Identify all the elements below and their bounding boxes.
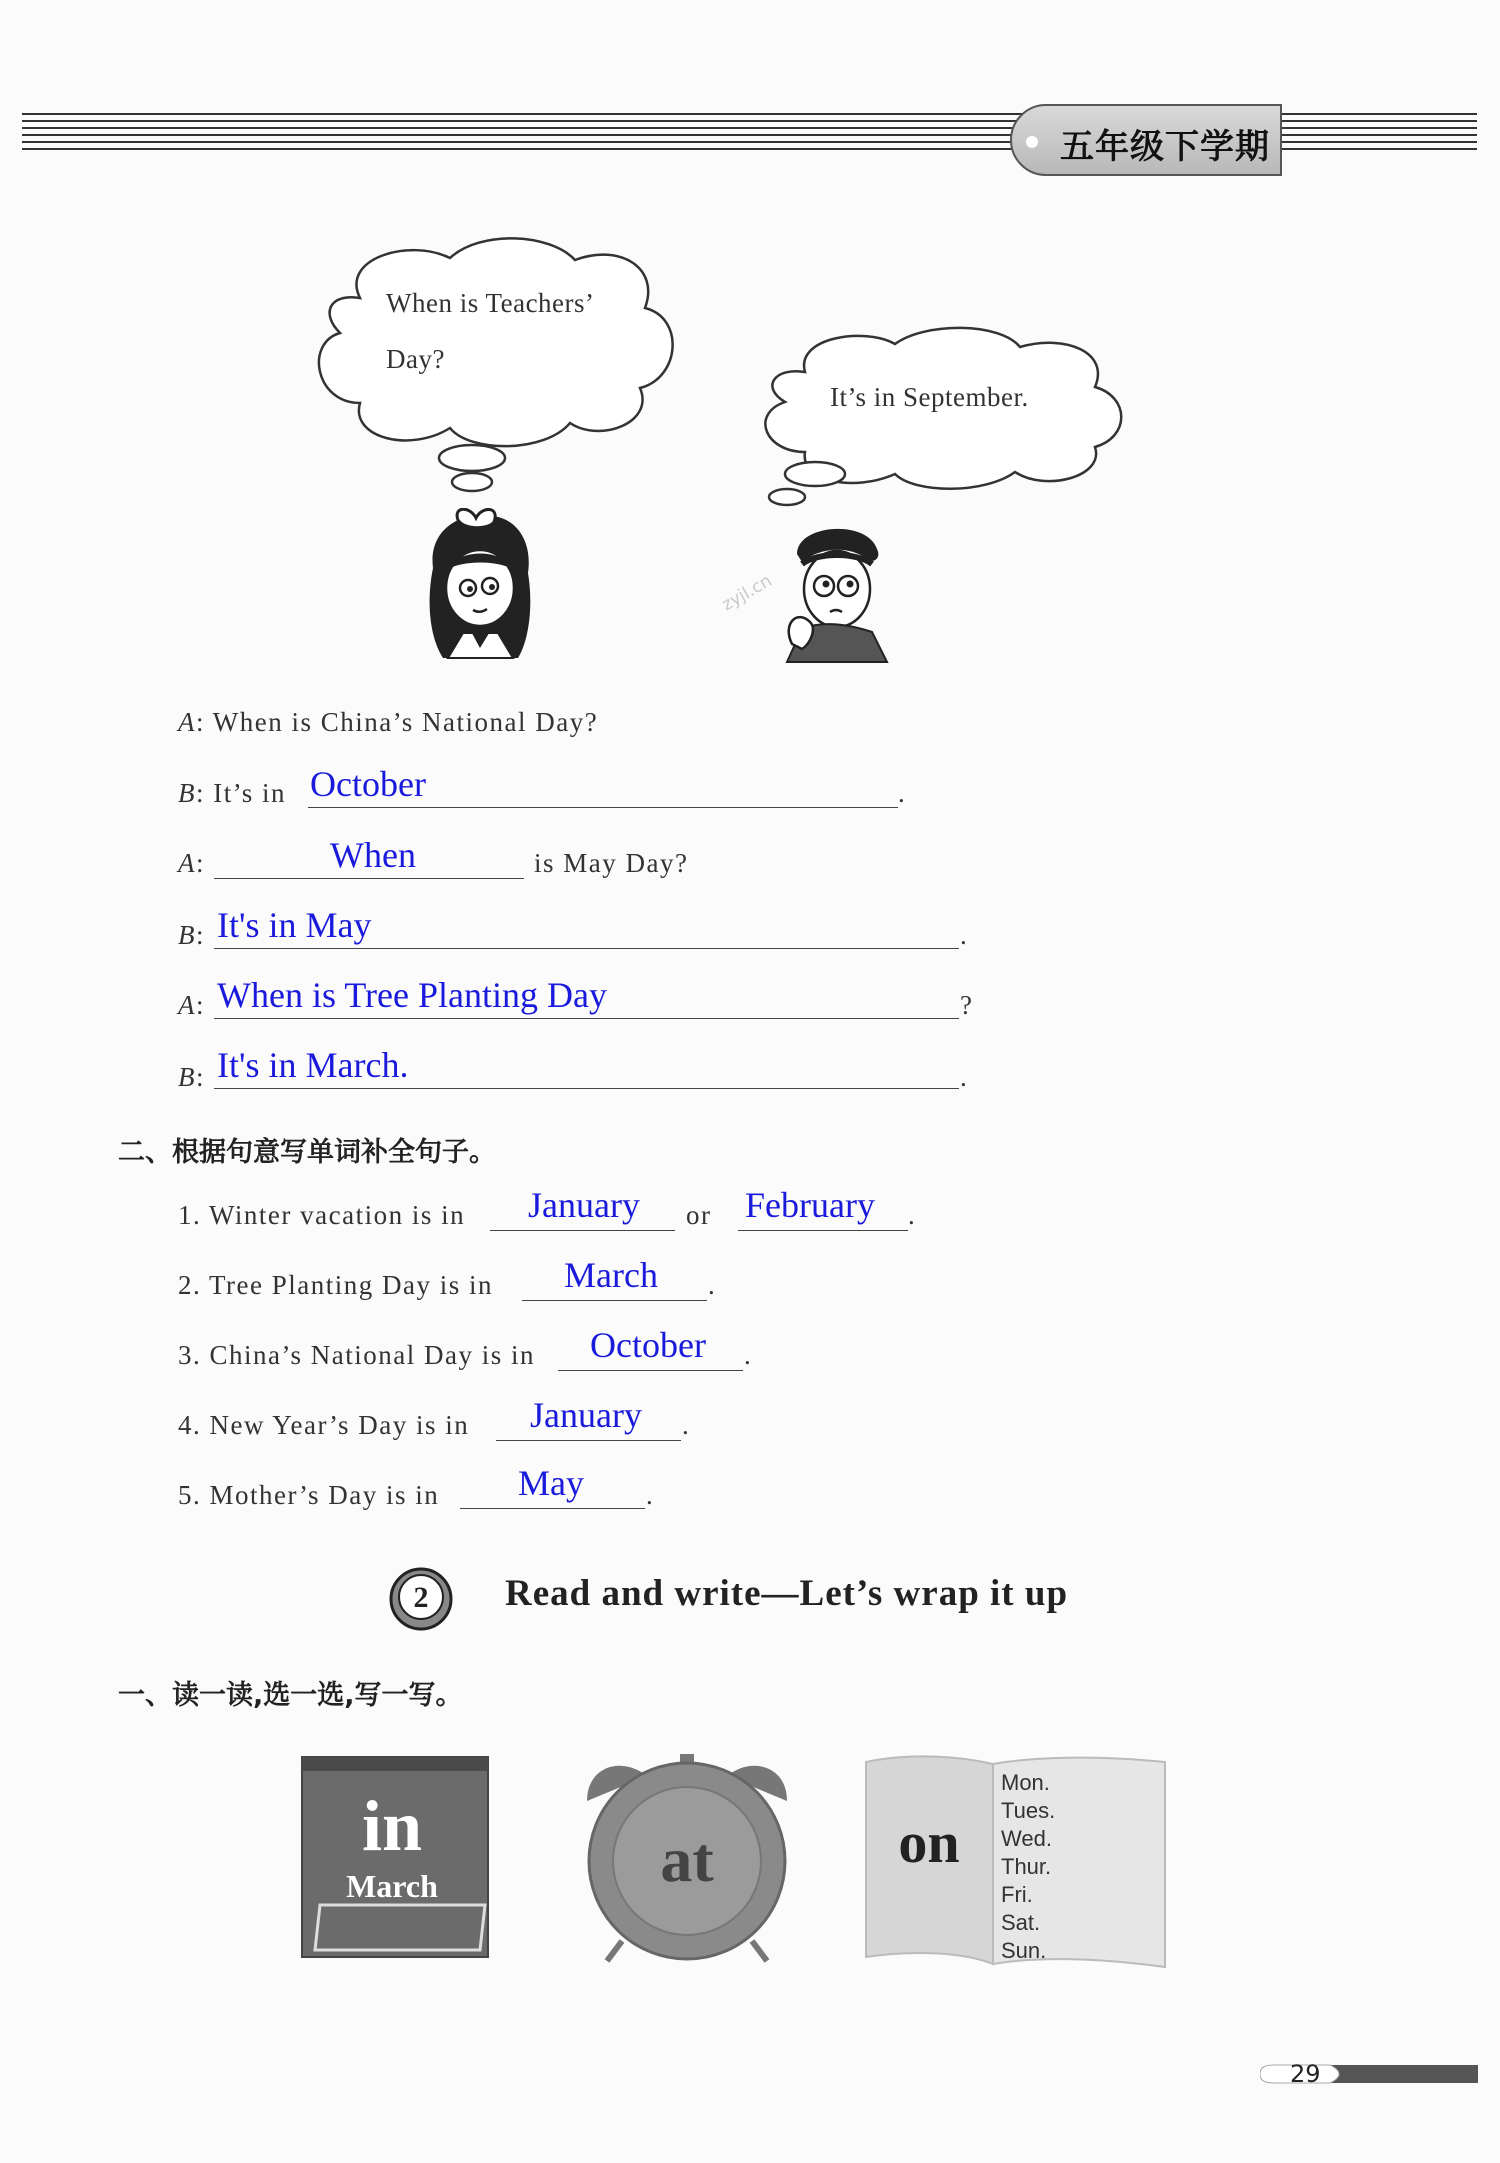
answer-blank-line-4[interactable] (214, 948, 959, 949)
item-number: 2. (178, 1270, 202, 1300)
weekday-label: Wed. (1001, 1826, 1052, 1851)
answer-item-5: May (518, 1463, 584, 1503)
answer-blank-line-5[interactable] (214, 1018, 959, 1019)
answer-item-3: October (590, 1325, 706, 1365)
answer-line-2: October (310, 764, 426, 804)
dialogue-line-1: A: When is China’s National Day? (178, 707, 599, 737)
answer-line-4: It's in May (217, 905, 372, 945)
speaker-b-label: B (178, 920, 196, 950)
bubble-left-line2: Day? (386, 344, 445, 374)
page-number: 29 (1290, 2060, 1321, 2088)
thought-bubble-left (300, 228, 690, 498)
answer-blank-item-4[interactable] (496, 1440, 681, 1441)
dialogue-line-2-suffix: . (898, 778, 907, 808)
calendar-word: in (361, 1786, 423, 1866)
dialogue-line-2-prefix: B: It’s in (178, 778, 287, 808)
dialogue-line-5-label: A: (178, 990, 206, 1020)
thought-bubble-right (745, 322, 1135, 512)
book-word: on (898, 1810, 960, 1875)
item-text: Tree Planting Day is in (209, 1270, 494, 1300)
answer-line-5: When is Tree Planting Day (217, 975, 607, 1015)
item-5-end: . (646, 1480, 655, 1510)
item-text: China’s National Day is in (209, 1340, 535, 1370)
dialogue-line-3-label: A: (178, 848, 206, 878)
answer-line-6: It's in March. (217, 1045, 409, 1085)
weekday-book-on-picture (863, 1752, 1168, 1970)
item-2-end: . (708, 1270, 717, 1300)
dialogue-line-5-suffix: ? (960, 990, 974, 1020)
part-2-title: Read and write—Let’s wrap it up (505, 1573, 1069, 1614)
grade-badge-text: 五年级下学期 (1060, 127, 1270, 167)
answer-item-1a: January (528, 1185, 640, 1225)
calendar-month: March (346, 1868, 438, 1904)
dialogue-line-2-text: It’s in (213, 778, 287, 808)
dialogue-line-1-text: When is China’s National Day? (212, 707, 599, 737)
dialogue-line-3-suffix: is May Day? (534, 848, 689, 878)
answer-blank-item-3[interactable] (558, 1370, 743, 1371)
speaker-b-label: B (178, 1062, 196, 1092)
item-1-or: or (686, 1200, 712, 1230)
answer-item-4: January (530, 1395, 642, 1435)
exercise-item-3 (178, 1340, 535, 1371)
part-number-badge (386, 1562, 456, 1632)
grade-badge (1010, 104, 1282, 176)
calendar-in-march-picture (300, 1755, 492, 1960)
item-4-end: . (682, 1410, 691, 1440)
dialogue-line-6-label: B: (178, 1062, 206, 1092)
speaker-a-label: A (178, 707, 196, 737)
speaker-a-label: A (178, 848, 196, 878)
exercise-item-1 (178, 1200, 465, 1231)
exercise-item-4 (178, 1410, 469, 1441)
answer-line-3: When (330, 835, 416, 875)
badge-dot (1026, 136, 1038, 148)
weekday-label: Sun. (1001, 1938, 1047, 1963)
item-text: Winter vacation is in (209, 1200, 466, 1230)
girl-cartoon-illustration (418, 508, 543, 668)
weekday-label: Thur. (1001, 1854, 1052, 1879)
exercise-item-2 (178, 1270, 493, 1301)
bubble-left-line1: When is Teachers’ (386, 288, 595, 318)
item-text: Mother’s Day is in (209, 1480, 440, 1510)
answer-blank-line-3[interactable] (214, 878, 524, 879)
item-3-end: . (744, 1340, 753, 1370)
section-3-heading: 一、读一读,选一选,写一写。 (118, 1680, 463, 1711)
watermark: zyjl.cn (718, 570, 776, 616)
bubble-right-text: It’s in September. (830, 382, 1029, 412)
weekday-label: Fri. (1001, 1882, 1033, 1907)
answer-blank-item-5[interactable] (460, 1508, 645, 1509)
exercise-item-5 (178, 1480, 439, 1511)
answer-item-1b: February (745, 1185, 875, 1225)
item-number: 1. (178, 1200, 202, 1230)
clock-word: at (660, 1824, 714, 1895)
answer-item-2: March (564, 1255, 658, 1295)
answer-blank-line-2[interactable] (308, 807, 898, 808)
item-number: 3. (178, 1340, 202, 1370)
answer-blank-item-1b[interactable] (738, 1230, 908, 1231)
dialogue-line-6-suffix: . (960, 1062, 969, 1092)
weekday-label: Sat. (1001, 1910, 1041, 1935)
part-number: 2 (413, 1581, 429, 1614)
answer-blank-item-2[interactable] (522, 1300, 707, 1301)
weekday-label: Mon. (1001, 1770, 1050, 1795)
item-text: New Year’s Day is in (209, 1410, 470, 1440)
section-2-heading: 二、根据句意写单词补全句子。 (118, 1137, 496, 1168)
alarm-clock-at-picture (582, 1746, 792, 1966)
answer-blank-line-6[interactable] (214, 1088, 959, 1089)
item-1-end: . (908, 1200, 917, 1230)
dialogue-line-4-suffix: . (960, 920, 969, 950)
weekday-label: Tues. (1001, 1798, 1056, 1823)
item-number: 5. (178, 1480, 202, 1510)
speaker-b-label: B (178, 778, 196, 808)
item-number: 4. (178, 1410, 202, 1440)
answer-blank-item-1a[interactable] (490, 1230, 675, 1231)
dialogue-line-4-label: B: (178, 920, 206, 950)
speaker-a-label: A (178, 990, 196, 1020)
boy-cartoon-illustration (772, 514, 897, 664)
